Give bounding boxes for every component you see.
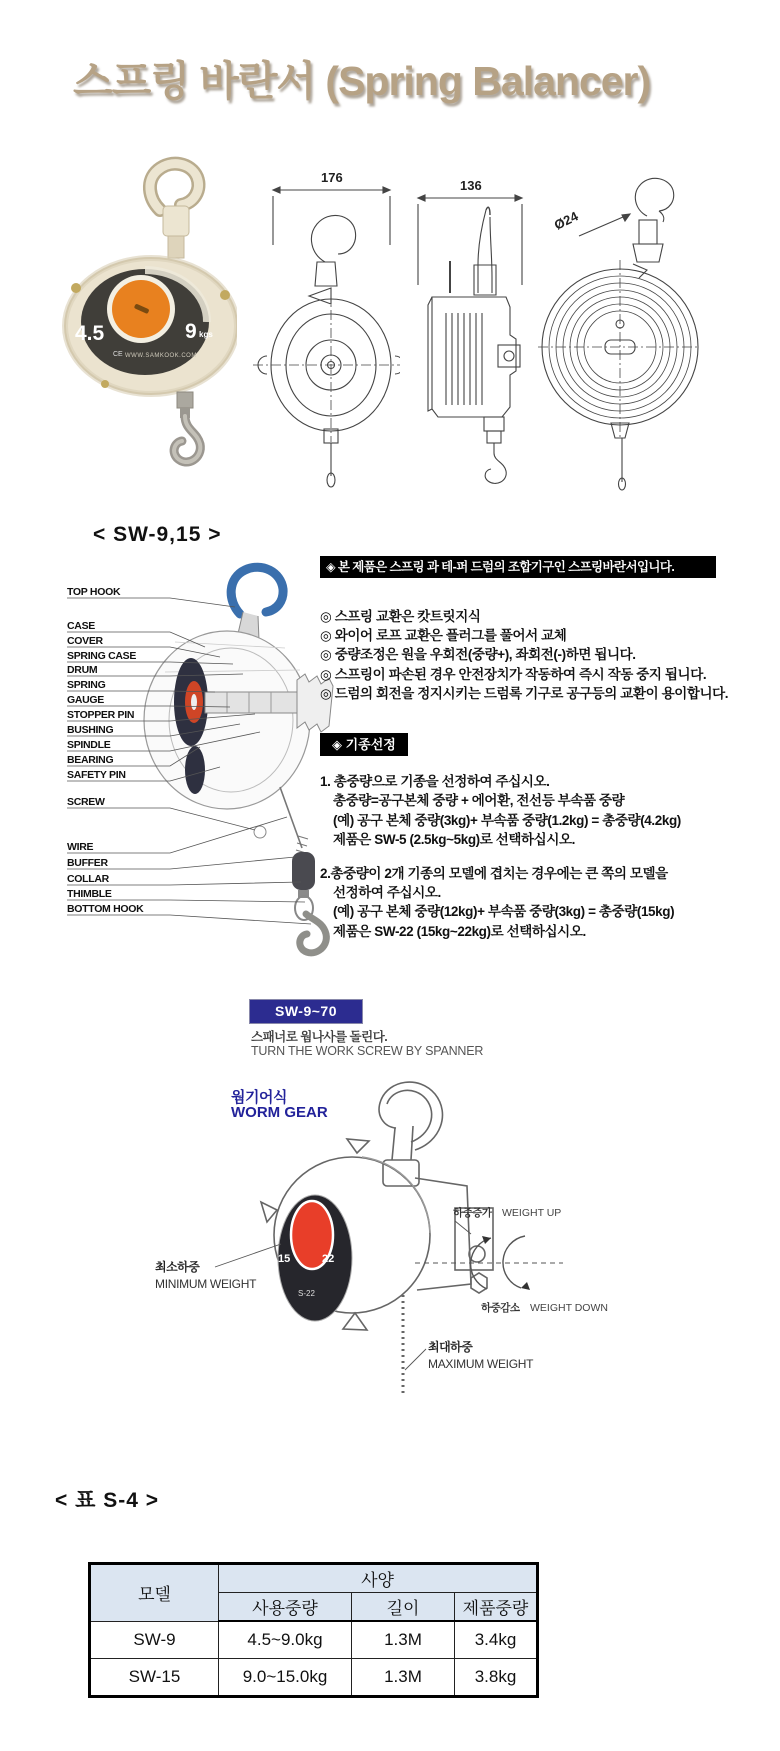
photo-ce-mark: CE [113,351,123,358]
dial-max-number: 22 [322,1253,335,1265]
feature-bullet: ◎ 스프링이 파손된 경우 안전장치가 작동하여 즉시 작동 중지 됩니다. [320,666,707,682]
rotation-arrows [415,1236,563,1290]
side-width-dimension: 136 [460,178,482,193]
part-label-wire: WIRE [67,841,94,853]
description-header-bar: ◈ 본 제품은 스프링 과 테-퍼 드럼의 조합기구인 스프링바란서입니다. [320,556,716,578]
feature-bullets [320,607,768,703]
part-label-thimble: THIMBLE [67,888,112,900]
weight-down-label-ko: 하중감소 [481,1302,520,1314]
table-header-row [90,1564,538,1593]
cell-model: SW-9 [90,1621,219,1659]
part-label-drum: DRUM [67,664,98,676]
part-label-buffer: BUFFER [67,857,108,869]
header-model: 모델 [90,1564,219,1622]
cell-weight: 3.8kg [455,1659,538,1697]
description-block [320,556,768,941]
part-label-collar: COLLAR [67,873,109,885]
table-row [90,1659,538,1697]
worm-gear-type-korean: 웜기어식 [231,1089,287,1106]
photo-min-capacity: 4.5 [75,322,105,345]
worm-dial-face [278,1195,352,1321]
model-label: < SW-9,15 > [93,523,222,546]
cell-capacity: 9.0~15.0kg [219,1659,352,1697]
feature-bullet: ◎ 중량조정은 원을 우회전(중량+), 좌회전(-)하면 됩니다. [320,647,636,663]
photo-screw [220,290,230,300]
part-label-bottom-hook: BOTTOM HOOK [67,903,144,915]
weight-up-label-ko: 하중증가 [453,1207,492,1219]
selection-line: (예) 공구 본체 중량(12kg)+ 부속품 중량(3kg) = 총중량(15kg) [333,904,675,920]
page-title: 스프링 바란서 (Spring Balancer) [73,58,651,104]
top-hook-shape [231,567,283,614]
dial-min-number: 15 [278,1253,291,1265]
part-label-cover: COVER [67,635,103,647]
part-label-case: CASE [67,620,95,632]
part-label-safety-pin: SAFETY PIN [67,769,126,781]
part-label-stopper-pin: STOPPER PIN [67,709,135,721]
cell-length: 1.3M [352,1621,455,1659]
min-weight-label-ko: 최소하중 [155,1260,200,1274]
front-width-dimension: 176 [321,170,343,185]
photo-brand-text: WWW.SAMKOOK.COM [125,353,197,359]
part-label-spindle: SPINDLE [67,739,111,751]
max-weight-label-en: MAXIMUM WEIGHT [428,1357,534,1371]
feature-bullet: ◎ 스프링 교환은 캇트릿지식 [320,609,481,624]
feature-bullet: ◎ 와이어 로프 교환은 플러그를 풀어서 교체 [320,628,567,644]
part-label-bushing: BUSHING [67,724,114,736]
part-label-gauge: GAUGE [67,694,105,706]
product-photo [35,148,237,472]
part-label-top-hook: TOP HOOK [67,586,121,598]
rear-view-drawing [535,152,700,492]
worm-gear-type-english: WORM GEAR [231,1104,328,1121]
part-label-spring-case: SPRING CASE [67,650,137,662]
selection-line: 2.총중량이 2개 기종의 모델에 겹치는 경우에는 큰 쪽의 모델을 [320,865,668,881]
photo-unit: kgs [199,330,213,339]
max-weight-label-ko: 최대하중 [428,1340,473,1354]
dial-model-number: S-22 [298,1289,315,1298]
buffer-shape [292,852,315,890]
table-row [90,1621,538,1659]
worm-gear-diagram [115,1058,675,1403]
worm-note-english: TURN THE WORK SCREW BY SPANNER [251,1044,484,1058]
worm-model-badge: SW-9~70 [249,999,363,1024]
header-spec: 사양 [219,1564,538,1593]
part-label-spring: SPRING [67,679,106,691]
cutaway-illustration [144,567,333,953]
min-weight-label-en: MINIMUM WEIGHT [155,1277,257,1291]
header-weight: 제품중량 [455,1593,538,1622]
selection-item-1 [320,772,768,850]
front-view-drawing [245,150,400,490]
photo-max-capacity: 9 [185,320,197,343]
selection-line: 제품은 SW-5 (2.5kg~5kg)로 선택하십시오. [333,832,575,848]
wire-line [280,787,302,848]
weight-down-label-en: WEIGHT DOWN [530,1302,608,1314]
selection-line: 총중량=공구본체 중량 + 에어환, 전선등 부속품 중량 [333,793,625,809]
worm-note-korean: 스패너로 웜나사를 돌린다. [251,1030,388,1044]
part-label-screw: SCREW [67,796,105,808]
photo-screw [101,380,109,388]
selection-line: 1. 총중량으로 기종을 선정하여 주십시오. [320,774,550,790]
hook-diameter-dimension: Ø24 [551,208,581,233]
cell-weight: 3.4kg [455,1621,538,1659]
cell-length: 1.3M [352,1659,455,1697]
table-caption: < 표 S-4 > [55,1489,159,1512]
cell-capacity: 4.5~9.0kg [219,1621,352,1659]
photo-screw [71,283,81,293]
photo-bottom-hook [174,392,200,462]
selection-line: 선정하여 주십시오. [333,885,441,901]
spec-table [88,1562,539,1698]
selection-item-2 [320,864,768,942]
cell-model: SW-15 [90,1659,219,1697]
feature-bullet: ◎ 드럼의 회전을 정지시키는 드럼록 기구로 공구등의 교환이 용이합니다. [320,685,729,701]
photo-top-hook [150,164,199,258]
header-capacity: 사용중량 [219,1593,352,1622]
header-length: 길이 [352,1593,455,1622]
side-view-drawing [398,165,538,490]
selection-line: (예) 공구 본체 중량(3kg)+ 부속품 중량(1.2kg) = 총중량(4.2kg) [333,812,681,828]
selection-header-bar: ◈ 기종선정 [320,733,408,756]
selection-line: 제품은 SW-22 (15kg~22kg)로 선택하십시오. [333,923,586,939]
weight-up-label-en: WEIGHT UP [502,1207,562,1219]
part-label-bearing: BEARING [67,754,114,766]
